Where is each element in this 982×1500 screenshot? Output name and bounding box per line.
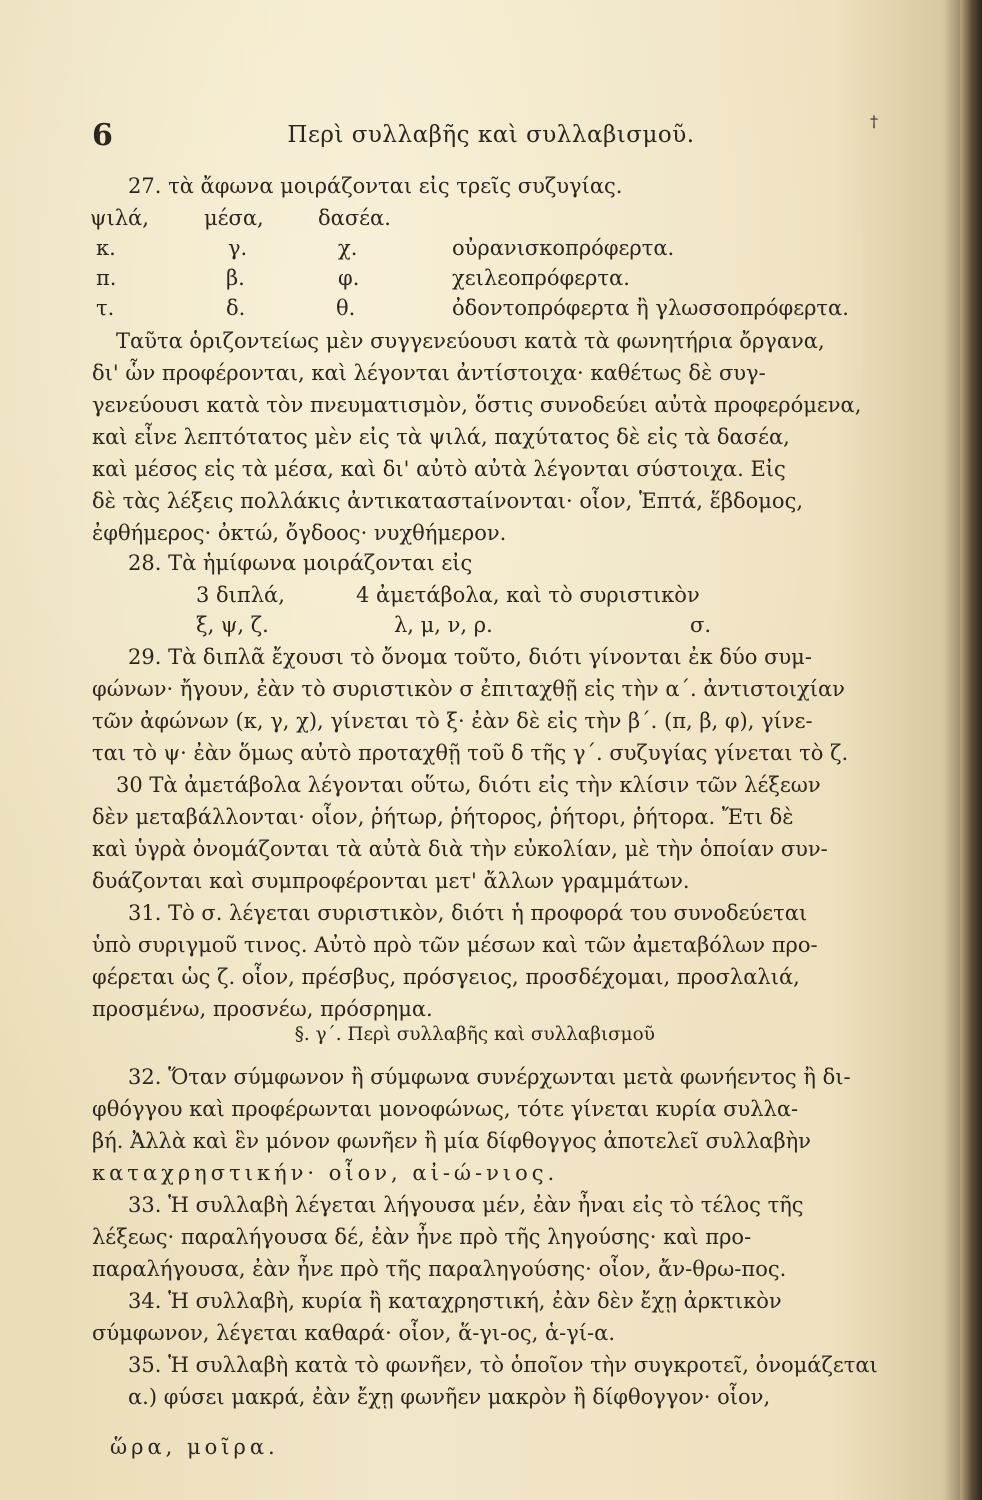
semivowel-letter-sibilant: σ. (690, 613, 712, 637)
paragraph-line: 29. Τὰ διπλᾶ ἔχουσι τὸ ὄνομα τοῦτο, διότι γίνονται ἐκ δύο συμ- (128, 645, 812, 669)
semivowel-letters-liquid: λ, μ, ν, ρ. (394, 613, 493, 637)
table-cell: κ. (96, 236, 116, 260)
paragraph-line: 35. Ἡ συλλαβὴ κατὰ τὸ φωνῆεν, τὸ ὁποῖον τὴν συγκροτεῖ, ὀνομάζεται (128, 1353, 878, 1377)
paragraph-line: προσμένω, προσνέω, πρόσρημα. (92, 997, 433, 1021)
semivowel-group-liquid: 4 ἀμετάβολα, καὶ τὸ συριστικὸν (356, 583, 700, 607)
paragraph-line: γενεύουσι κατὰ τὸν πνευματισμὸν, ὅστις συνοδεύει αὐτὰ προφερόμενα, (92, 393, 862, 417)
paragraph-line: φθόγγου καὶ προφέρωνται μονοφώνως, τότε γίνεται κυρία συλλα- (92, 1097, 799, 1121)
table-cell: χειλεοπρόφερτα. (452, 266, 630, 290)
table-cell: π. (96, 266, 117, 290)
table-cell: ὀδοντοπρόφερτα ἢ γλωσσοπρόφερτα. (452, 296, 849, 320)
paragraph-line: φώνων· ἤγουν, ἐὰν τὸ συριστικὸν σ ἐπιταχθῇ εἰς τὴν α΄. ἀντιστοιχίαν (92, 677, 845, 701)
paragraph-line: 31. Τὸ σ. λέγεται συριστικὸν, διότι ἡ προφορά του συνοδεύεται (128, 901, 808, 925)
paragraph-line: α.) φύσει μακρά, ἐὰν ἔχῃ φωνῆεν μακρὸν ἢ δίφθογγον· οἷον, (128, 1385, 771, 1409)
paragraph-line: δὲ τὰς λέξεις πολλάκις ἀντικαταστaίνονται· οἷον, Ἑπτά, ἕβδομος, (92, 489, 804, 513)
paragraph-line: 34. Ἡ συλλαβὴ, κυρία ἢ καταχρηστική, ἐὰν δὲν ἔχῃ ἀρκτικὸν (128, 1289, 782, 1313)
table-cell: δ. (226, 296, 246, 320)
paragraph-line: δὲν μεταβάλλονται· οἷον, ῥήτωρ, ῥήτορος, ῥήτορι, ῥήτορα. Ἔτι δὲ (92, 805, 794, 829)
book-spine-shadow (960, 0, 982, 1500)
paragraph-line: Ταῦτα ὁριζοντείως μὲν συγγενεύουσι κατὰ τὰ φωνητήρια ὄργανα, (116, 329, 825, 353)
paragraph-line: 32. Ὅταν σύμφωνον ἢ σύμφωνα συνέρχωνται μετὰ φωνήεντος ἢ δι- (128, 1065, 851, 1089)
table-head-dasea: δασέα. (318, 206, 391, 230)
table-cell: τ. (96, 296, 115, 320)
table-cell: οὐρανισκοπρόφερτα. (452, 236, 675, 260)
corner-mark: † (870, 112, 878, 131)
paragraph-line: δι' ὧν προφέρονται, καὶ λέγονται ἀντίστοιχα· καθέτως δὲ συγ- (92, 361, 766, 385)
table-head-mesa: μέσα, (204, 206, 264, 230)
paragraph-line: 33. Ἡ συλλαβὴ λέγεται λήγουσα μέν, ἐὰν ἦναι εἰς τὸ τέλος τῆς (128, 1193, 804, 1217)
para-28-line-1: 28. Τὰ ἡμίφωνα μοιράζονται εἰς (128, 551, 473, 575)
page-number: 6 (92, 118, 113, 153)
paragraph-line: παραλήγουσα, ἐὰν ἦνε πρὸ τῆς παραληγούσης· οἷον, ἄν-θρω-πος. (92, 1257, 787, 1281)
paragraph-line: ται τὸ ψ· ἐὰν ὅμως αὐτὸ προταχθῇ τοῦ δ τῆς γ΄. συζυγίας γίνεται τὸ ζ. (92, 741, 849, 765)
table-head-psila: ψιλά, (90, 206, 149, 230)
table-cell: χ. (338, 236, 358, 260)
table-cell: γ. (228, 236, 248, 260)
paragraph-line: δυάζονται καὶ συμπροφέρονται μετ' ἄλλων γραμμάτων. (92, 869, 690, 893)
table-cell: φ. (338, 266, 360, 290)
paragraph-line: λέξεως· παραλήγουσα δέ, ἐὰν ἦνε πρὸ τῆς ληγούσης· καὶ προ- (92, 1225, 752, 1249)
semivowel-letters-double: ξ, ψ, ζ. (196, 613, 269, 637)
paragraph-line: βή. Ἀλλὰ καὶ ἓν μόνον φωνῆεν ἢ μία δίφθογγος ἀποτελεῖ συλλαβὴν (92, 1129, 811, 1153)
section-title: §. γ΄. Περὶ συλλαβῆς καὶ συλλαβισμοῦ (294, 1023, 655, 1045)
paragraph-line: τῶν ἀφώνων (κ, γ, χ), γίνεται τὸ ξ· ἐὰν δὲ εἰς τὴν β΄. (π, β, φ), γίνε- (92, 709, 813, 733)
para-27-line-1: 27. τὰ ἄφωνα μοιράζονται εἰς τρεῖς συζυγίας. (128, 174, 623, 198)
paragraph-line: καταχρηστικήν· οἷον, αἰ-ώ-νιος. (92, 1161, 559, 1185)
paragraph-line: ὥρα, μοῖρα. (110, 1435, 279, 1459)
paragraph-line: καὶ εἶνε λεπτότατος μὲν εἰς τὰ ψιλά, παχύτατος δὲ εἰς τὰ δασέα, (92, 425, 790, 449)
paragraph-line: καὶ ὑγρὰ ὀνομάζονται τὰ αὐτὰ διὰ τὴν εὐκολίαν, μὲ τὴν ὁποίαν συν- (92, 837, 828, 861)
semivowel-group-double: 3 διπλά, (196, 583, 285, 607)
paragraph-line: ἐφθήμερος· ὀκτώ, ὄγδοος· νυχθήμερον. (92, 521, 507, 545)
table-cell: β. (226, 266, 245, 290)
paragraph-line: καὶ μέσος εἰς τὰ μέσα, καὶ δι' αὐτὸ αὐτὰ λέγονται σύστοιχα. Εἰς (92, 457, 786, 481)
paragraph-line: φέρεται ὡς ζ. οἷον, πρέσβυς, πρόσγειος, προσδέχομαι, προσλαλιά, (92, 965, 800, 989)
paragraph-line: 30 Τὰ ἀμετάβολα λέγονται οὕτω, διότι εἰς τὴν κλίσιν τῶν λέξεων (116, 773, 821, 797)
paragraph-line: σύμφωνον, λέγεται καθαρά· οἷον, ἅ-γι-ος, ἁ-γί-α. (92, 1321, 616, 1345)
table-cell: θ. (336, 296, 356, 320)
running-title: Περὶ συλλαβῆς καὶ συλλαβισμοῦ. (287, 122, 695, 148)
paragraph-line: ὑπὸ συριγμοῦ τινος. Αὐτὸ πρὸ τῶν μέσων καὶ τῶν ἀμεταβόλων προ- (92, 933, 818, 957)
